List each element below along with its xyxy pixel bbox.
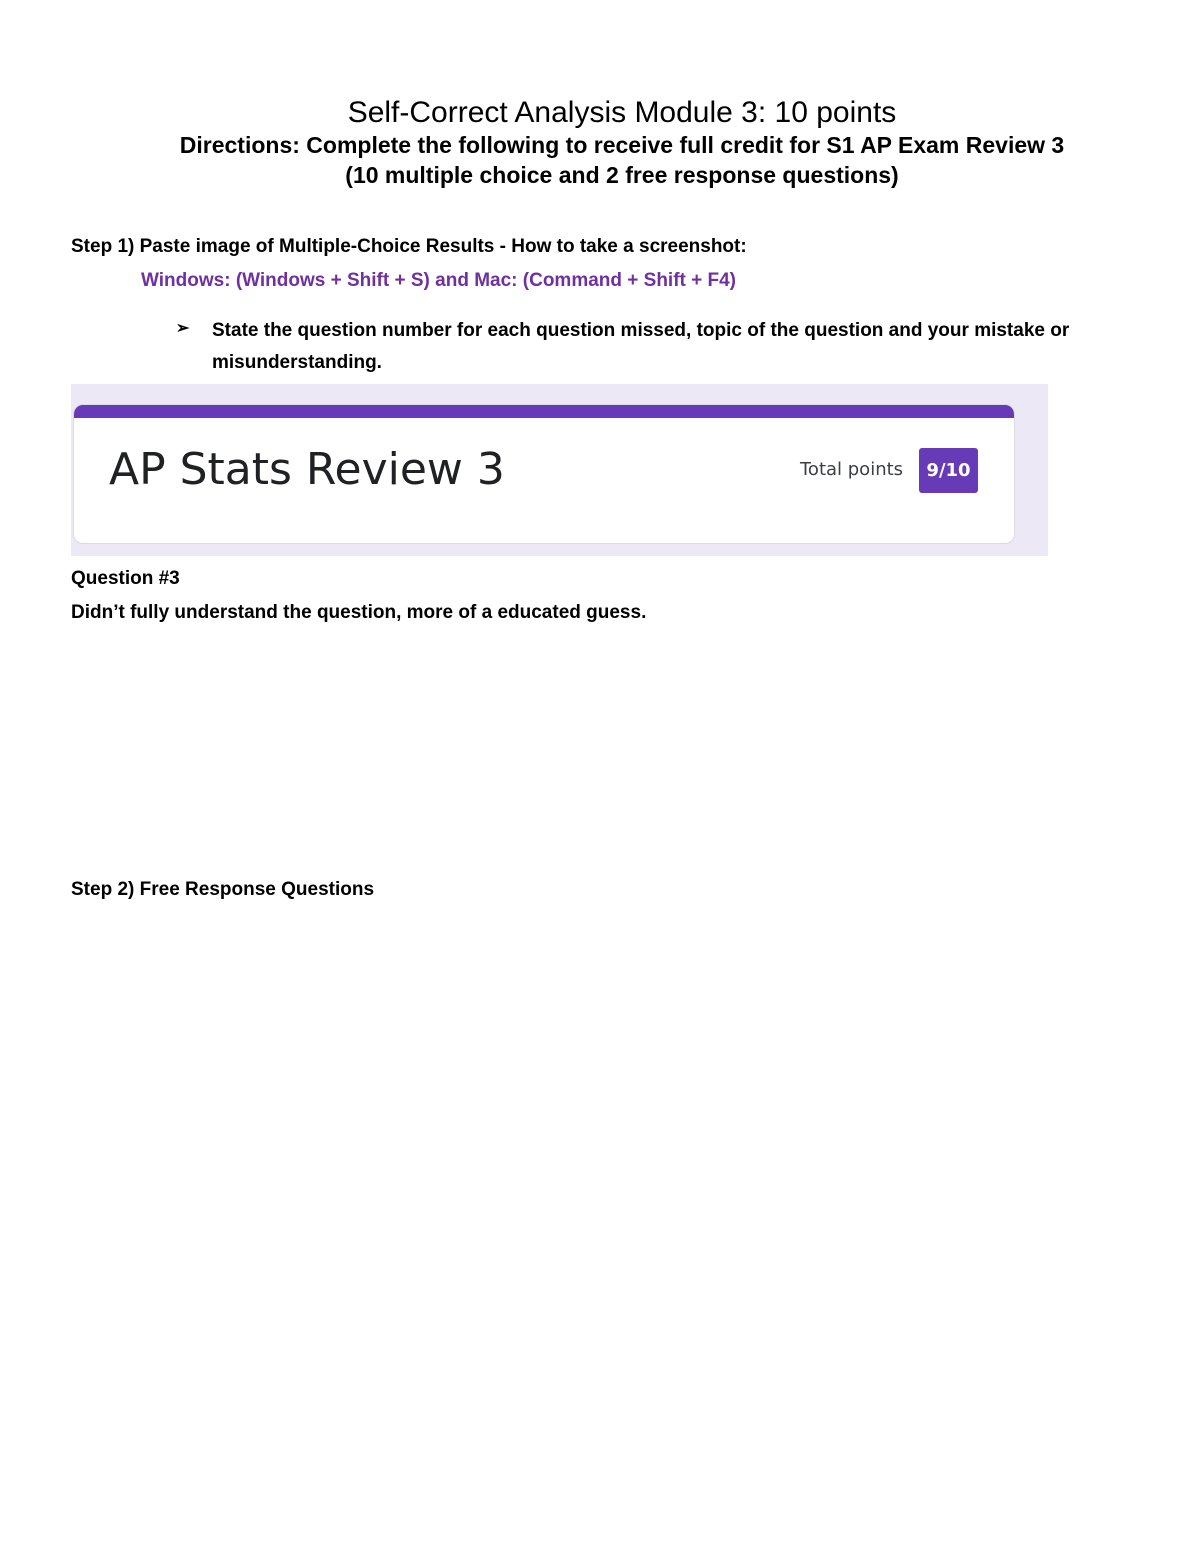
directions bbox=[0, 130, 1200, 190]
directions-line-1: Directions: Complete the following to receive full credit for S1 AP Exam Review 3 bbox=[179, 132, 1065, 158]
results-screenshot bbox=[71, 384, 1048, 556]
bullet-text: State the question number for each question missed, topic of the question and your mistake or misunderstanding. bbox=[212, 320, 1070, 373]
screenshot-shortcut-instructions: Windows: (Windows + Shift + S) and Mac: (Command + Shift + F4) bbox=[141, 270, 737, 291]
step-1-heading: Step 1) Paste image of Multiple-Choice Results - How to take a screenshot: bbox=[71, 236, 747, 257]
document-title: Self-Correct Analysis Module 3: 10 points bbox=[347, 96, 897, 129]
total-points-label: Total points bbox=[800, 459, 904, 480]
form-title: AP Stats Review 3 bbox=[109, 444, 505, 495]
step-2-heading: Step 2) Free Response Questions bbox=[71, 879, 375, 900]
directions-line-2: (10 multiple choice and 2 free response questions) bbox=[345, 162, 899, 188]
missed-question-label: Question #3 bbox=[71, 568, 180, 589]
form-header-card bbox=[73, 404, 1015, 544]
form-accent-bar bbox=[74, 405, 1014, 418]
missed-question-explanation: Didn’t fully understand the question, more of a educated guess. bbox=[71, 602, 647, 623]
score-badge: 9/10 bbox=[919, 448, 978, 493]
arrow-bullet-icon: ➢ bbox=[176, 320, 190, 337]
